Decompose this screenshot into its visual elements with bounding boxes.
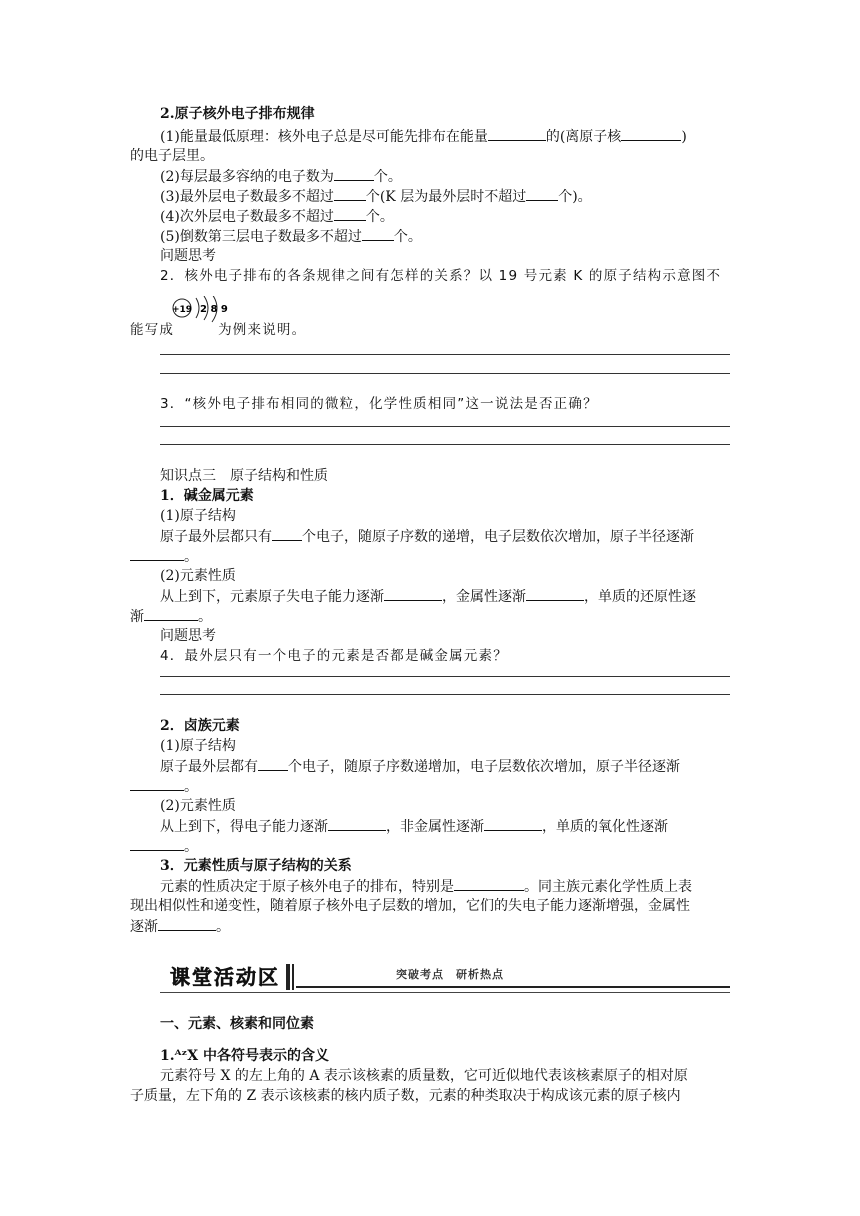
banner-title: 课堂活动区 (170, 965, 280, 989)
question-2-cont: 能写成 为例来说明。 (130, 322, 307, 338)
banner-rule (160, 992, 730, 993)
answer-line[interactable] (160, 694, 730, 695)
section-heading-electron-rules: 2.原子核外电子排布规律 (160, 106, 315, 122)
alkali-property-cont: 渐 。 (130, 606, 730, 627)
blank[interactable] (526, 586, 584, 601)
question-4: 4．最外层只有一个电子的元素是否都是碱金属元素？ (160, 648, 508, 664)
rule-1-cont: 的电子层里。 (130, 148, 214, 164)
rule-3-line: (3)最外层电子数最多不超过 个(K 层为最外层时不超过 个)。 (160, 186, 730, 207)
subheading-element-property: (2)元素性质 (160, 798, 236, 814)
subheading-property-structure: 3．元素性质与原子结构的关系 (160, 858, 352, 874)
subheading-halogen: 2．卤族元素 (160, 718, 240, 734)
symbol-meaning-line-1: 元素符号 X 的左上角的 A 表示该核素的质量数，它可近似地代表该核素原子的相对原 (160, 1068, 688, 1084)
blank[interactable] (621, 126, 681, 141)
question-2: 2．核外电子排布的各条规律之间有怎样的关系？以 19 号元素 K 的原子结构示意图不 (160, 268, 722, 284)
blank[interactable] (526, 186, 558, 201)
relation-line-2: 现出相似性和递变性，随着原子核外电子层数的增加，它们的失电子能力逐渐增强，金属性 (130, 898, 690, 914)
rule-2-line: (2)每层最多容纳的电子数为 个。 (160, 166, 730, 187)
rule-5-line: (5)倒数第三层电子数最多不超过 个。 (160, 226, 730, 247)
answer-line[interactable] (160, 444, 730, 445)
subheading-atom-structure: (1)原子结构 (160, 508, 236, 524)
halogen-property-cont: 。 (130, 836, 730, 857)
blank[interactable] (158, 916, 216, 931)
relation-line-1: 元素的性质决定于原子核外电子的排布，特别是 。同主族元素化学性质上表 (160, 876, 730, 897)
atom-nucleus-label: +19 (172, 305, 193, 315)
blank[interactable] (454, 876, 524, 891)
blank[interactable] (130, 836, 184, 851)
section-heading-isotopes: 一、元素、核素和同位素 (160, 1016, 314, 1032)
subheading-atom-structure: (1)原子结构 (160, 738, 236, 754)
blank[interactable] (334, 166, 374, 181)
relation-line-3: 逐渐 。 (130, 916, 730, 937)
banner-divider (286, 964, 290, 990)
section-heading-knowledge-3: 知识点三 原子结构和性质 (160, 468, 328, 484)
blank[interactable] (362, 226, 394, 241)
classroom-activity-banner (160, 960, 730, 996)
think-label: 问题思考 (160, 248, 216, 264)
banner-rule (296, 986, 730, 988)
banner-subtitle: 突破考点 研析热点 (396, 968, 504, 981)
blank[interactable] (484, 816, 542, 831)
alkali-structure-cont: 。 (130, 546, 730, 567)
halogen-structure-cont: 。 (130, 776, 730, 797)
rule-4-line: (4)次外层电子数最多不超过 个。 (160, 206, 730, 227)
blank[interactable] (328, 816, 386, 831)
alkali-property-line: 从上到下，元素原子失电子能力逐渐 ，金属性逐渐 ，单质的还原性逐 (160, 586, 730, 607)
blank[interactable] (334, 186, 366, 201)
alkali-structure-line: 原子最外层都只有 个电子，随原子序数的递增，电子层数依次增加，原子半径逐渐 (160, 526, 730, 547)
symbol-meaning-line-2: 子质量，左下角的 Z 表示该核素的核内质子数，元素的种类取决于构成该元素的原子核内 (130, 1088, 681, 1104)
blank[interactable] (130, 776, 184, 791)
blank[interactable] (272, 526, 302, 541)
atom-shell-label: 2 8 9 (200, 304, 228, 315)
subheading-symbol-meaning: 1.ᴬᶻX 中各符号表示的含义 (160, 1048, 329, 1064)
rule-1-line: (1)能量最低原理：核外电子总是尽可能先排布在能量 的(离原子核 ) (160, 126, 730, 147)
answer-line[interactable] (160, 676, 730, 677)
blank[interactable] (258, 756, 288, 771)
subheading-alkali: 1．碱金属元素 (160, 488, 254, 504)
banner-divider (292, 964, 294, 990)
blank[interactable] (130, 546, 184, 561)
blank[interactable] (334, 206, 366, 221)
answer-line[interactable] (160, 426, 730, 427)
blank[interactable] (144, 606, 198, 621)
halogen-property-line: 从上到下，得电子能力逐渐 ，非金属性逐渐 ，单质的氧化性逐渐 (160, 816, 730, 837)
answer-line[interactable] (160, 354, 730, 355)
blank[interactable] (384, 586, 442, 601)
subheading-element-property: (2)元素性质 (160, 568, 236, 584)
answer-line[interactable] (160, 373, 730, 374)
blank[interactable] (488, 126, 546, 141)
question-3: 3．“核外电子排布相同的微粒，化学性质相同”这一说法是否正确？ (160, 396, 598, 412)
halogen-structure-line: 原子最外层都有 个电子，随原子序数递增加，电子层数依次增加，原子半径逐渐 (160, 756, 730, 777)
think-label: 问题思考 (160, 628, 216, 644)
